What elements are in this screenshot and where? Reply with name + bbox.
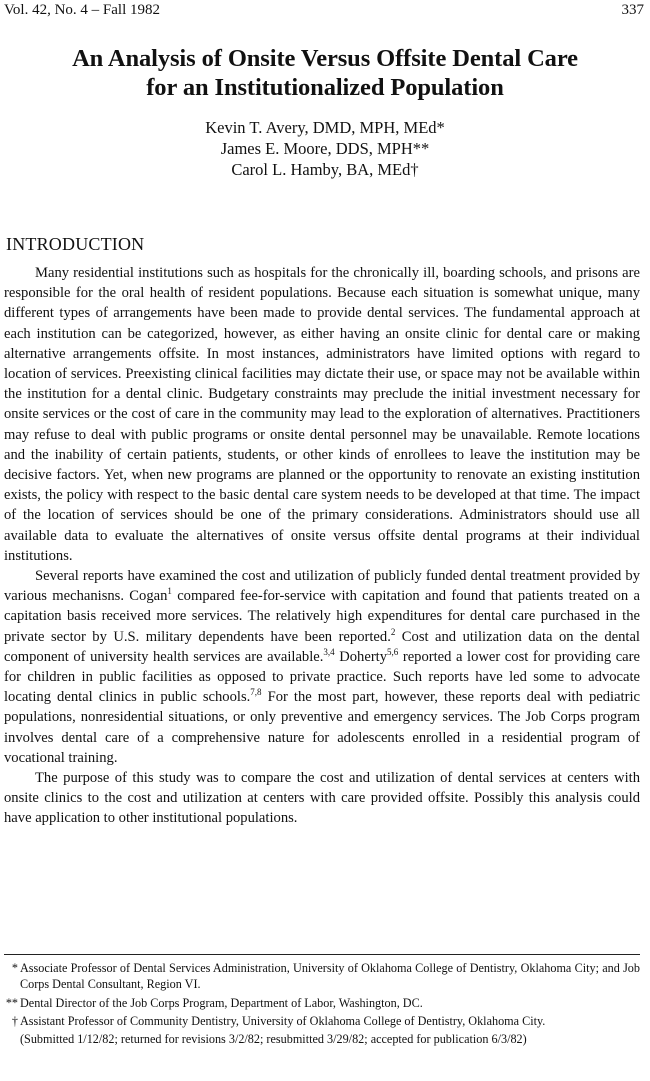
author: Kevin T. Avery, DMD, MPH, MEd* xyxy=(205,118,445,137)
article-body xyxy=(4,263,640,829)
author: Carol L. Hamby, BA, MEd† xyxy=(231,160,419,179)
footnotes xyxy=(4,960,640,1049)
paragraph-3: The purpose of this study was to compare the cost and utilization of dental services at centers with onsite clinics to the cost and utilization at centers with care provided offsite. Possibly this analysis could have application to other institutional populations. xyxy=(4,770,640,827)
footnote: ** Dental Director of the Job Corps Program, Department of Labor, Washington, DC. xyxy=(5,995,423,1010)
page-number: 337 xyxy=(621,2,644,18)
footnote: † Assistant Professor of Community Dentistry, University of Oklahoma College of Dentistry, Oklahoma City. xyxy=(4,1013,640,1029)
footnote: * Associate Professor of Dental Services Administration, University of Oklahoma College of Dentistry, Oklahoma City; and Job Corps Dental Consultant, Region VI. xyxy=(4,960,640,993)
article-title xyxy=(0,44,650,102)
title-line: An Analysis of Onsite Versus Offsite Dental Care xyxy=(72,45,578,72)
citation: 2 xyxy=(390,626,396,637)
citation: 3,4 xyxy=(323,647,335,657)
footnote-mark: † xyxy=(11,1013,18,1028)
footnote-mark: ** xyxy=(5,995,18,1010)
author-list xyxy=(0,117,650,180)
footnote-mark: * xyxy=(11,961,18,975)
citation: 7,8 xyxy=(250,687,262,698)
title-line: for an Institutionalized Population xyxy=(146,74,504,101)
section-heading: INTRODUCTION xyxy=(6,234,145,254)
running-header xyxy=(4,2,644,22)
submission-dates: (Submitted 1/12/82; returned for revisions 3/2/82; resubmitted 3/29/82; accepted for publication 6/3/82) xyxy=(20,1032,527,1047)
citation: 1 xyxy=(167,586,172,597)
journal-volume-issue: Vol. 42, No. 4 – Fall 1982 xyxy=(4,2,160,18)
paragraph-2: Several reports have examined the cost and utilization of publicly funded dental treatment provided by various mechanisns. Cogan$^1$ compared fee-for-service with capitation and found that patients treated on a capitation basis received more services. The relatively high expenditures for dental care purchased in the private sector by U.S. military dependents have been reported.$^2$ Cost and utilization data on the dental component of university health services are available.$^{3,4}$ Doherty$^{5,6}$ reported a lower cost for providing care for children in public facilities as opposed to private practice. Such reports have led some to advocate locating dental clinics in public schools.$^{7,8}$ For the most part, however, these reports deal with pediatric populations, nonresidential situations, or only preventive and emergency services. The Job Corps program involves dental care of a comprehensive nature for adolescents enrolled in a residential program of vocational training. xyxy=(4,568,640,766)
citation: 5,6 xyxy=(387,647,399,657)
footnote-divider xyxy=(4,954,640,955)
author: James E. Moore, DDS, MPH** xyxy=(220,139,430,158)
paragraph-1: Many residential institutions such as hospitals for the chronically ill, boarding schools, and prisons are responsible for the oral health of resident populations. Because each situation is somewhat unique, many different types of arrangements have been made to provide dental services. The fundamental approach at each institution can be categorized, however, as either having an onsite clinic for dental care or making alternative arrangements offsite. In most instances, administrators have limited options with regard to location of services. Preexisting clinical facilities may dictate their use, or space may not be available within the institution for a dental clinic. Budgetary constraints may preclude the initial investment necessary for onsite services or the cost of care in the community may lead to the exploration of alternatives. Practitioners may refuse to deal with public programs or onsite dental personnel may be unavailable. Remote locations and the inability of certain patients, students, or other kinds of enrollees to leave the institution may be decisive factors. Yet, when new programs are planned or the opportunity to renovate an existing institution exists, the policy with respect to the basic dental care system needs to be developed at that time. The impact of the location of services should be one of the primary considerations. Administrators should use all available data to evaluate the alternatives of onsite versus offsite dental programs at their individual institutions. xyxy=(4,265,640,564)
